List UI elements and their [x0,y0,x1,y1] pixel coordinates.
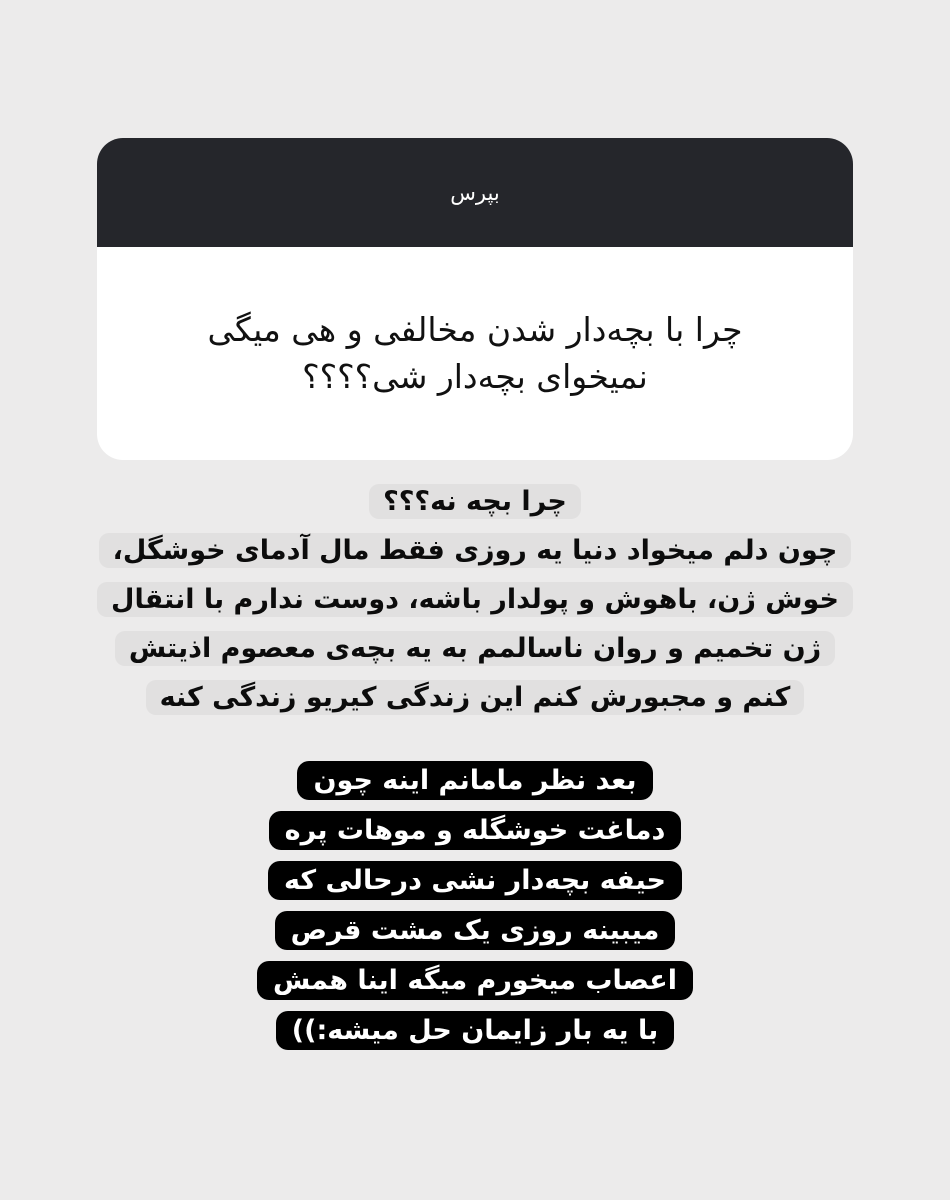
answer-light-line: چرا بچه نه؟؟؟ [369,484,581,519]
answer-light-line: کنم و مجبورش کنم این زندگی کیریو زندگی کنه [146,680,805,715]
question-sticker [97,138,853,460]
answer-text-dark [195,756,755,1056]
answer-dark-line: با یه بار زایمان حل میشه:)) [276,1011,674,1050]
answer-dark-line: دماغت خوشگله و موهات پره [269,811,682,850]
answer-light-line: ژن تخمیم و روان ناسالمم به یه بچه‌ی معصوم اذیتش [115,631,835,666]
answer-dark-line: میبینه روزی یک مشت قرص [275,911,676,950]
answer-text-light [60,477,890,722]
question-sticker-title: بپرس [450,180,500,205]
answer-dark-line: اعصاب میخورم میگه اینا همش [257,961,693,1000]
question-sticker-body [97,247,853,460]
question-sticker-header [97,138,853,247]
answer-light-line: چون دلم میخواد دنیا یه روزی فقط مال آدمای خوشگل، [99,533,852,568]
question-text [207,307,742,401]
question-line: چرا با بچه‌دار شدن مخالفی و هی میگی [207,309,743,349]
answer-dark-line: بعد نظر مامانم اینه چون [297,761,652,800]
answer-light-line: خوش ژن، باهوش و پولدار باشه، دوست ندارم با انتقال [97,582,853,617]
question-line: نمیخوای بچه‌دار شی؟؟؟؟ [302,356,648,396]
answer-dark-line: حیفه بچه‌دار نشی درحالی که [268,861,682,900]
